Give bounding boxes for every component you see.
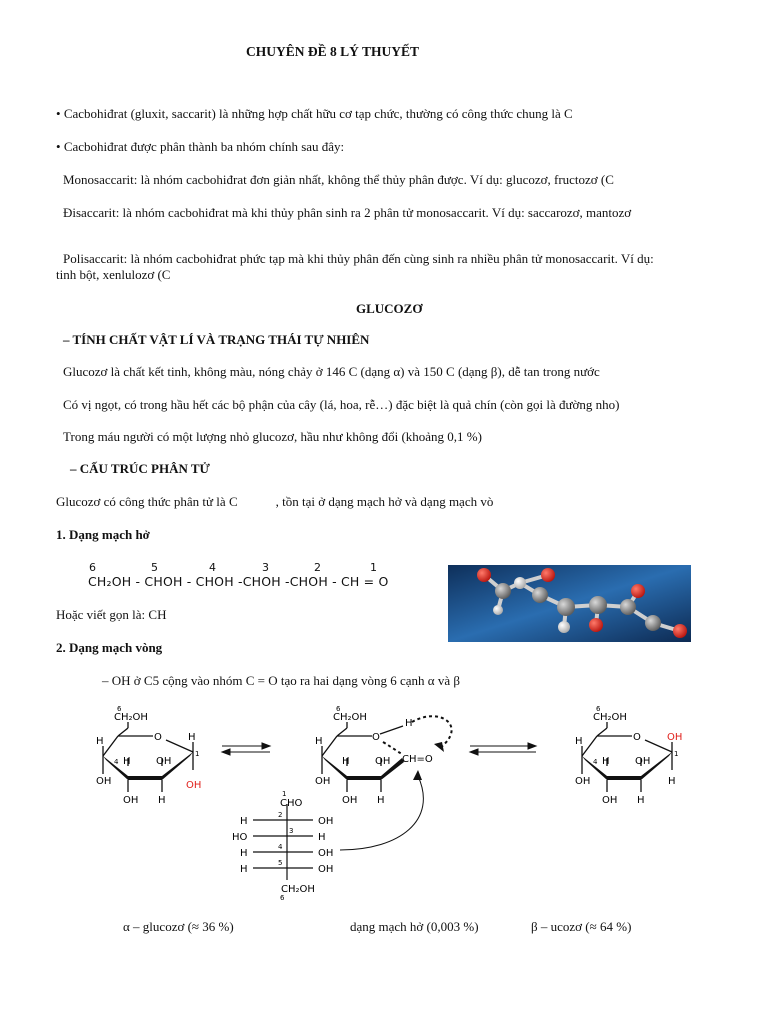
bullet-dot: • <box>56 106 61 121</box>
section-physical-properties: – TÍNH CHẤT VẬT LÍ VÀ TRẠNG THÁI TỰ NHIÊN <box>63 332 370 347</box>
physical-paragraph-2: Có vị ngọt, có trong hầu hết các bộ phận của cây (lá, hoa, rễ…) đặc biệt là quả chín (còn gọi là đường nho) <box>63 397 620 412</box>
atom-oxygen <box>589 618 603 632</box>
equilibrium-arrow <box>222 743 270 755</box>
alpha-glucose-ring <box>96 705 201 806</box>
glucose-heading: GLUCOZƠ <box>356 301 423 316</box>
ring-h-label: H <box>315 736 323 747</box>
bullet-classification <box>56 139 344 155</box>
fischer-oh-label: OH <box>318 816 334 827</box>
ring-h-label: H <box>575 736 583 747</box>
bullet-cacbohidrat-def <box>56 106 573 122</box>
ring-h-label: H <box>96 736 104 747</box>
subheading-ring: 2. Dạng mạch vòng <box>56 640 163 655</box>
ring-c1-label: 1 <box>195 750 200 758</box>
fischer-h-label: H <box>318 832 326 843</box>
chain-number: 5 <box>151 561 158 574</box>
atom-carbon <box>620 599 636 615</box>
ring-h-label: H <box>158 795 166 806</box>
fischer-projection <box>232 770 423 902</box>
caption-alpha-glucose: α – glucozơ (≈ 36 %) <box>123 919 234 934</box>
ring-h-label: H <box>377 795 385 806</box>
polisaccarit-line-2: tinh bột, xenlulozơ (C <box>56 267 171 282</box>
ring-oh-label: OH <box>315 776 331 787</box>
glucose-ring-diagram <box>0 700 768 910</box>
physical-paragraph-3: Trong máu người có một lượng nhỏ glucozơ, hầu như không đổi (khoảng 0,1 %) <box>63 429 482 444</box>
fischer-oh-label: OH <box>318 864 334 875</box>
ring-oxygen-label: O <box>633 732 641 743</box>
fischer-h-label: H <box>240 848 248 859</box>
fischer-h-label: H <box>240 816 248 827</box>
ring-oh-label: OH <box>342 795 358 806</box>
ring-note: – OH ở C5 cộng vào nhóm C = O tạo ra hai dạng vòng 6 cạnh α và β <box>102 673 460 688</box>
atom-hydrogen <box>514 577 526 589</box>
chain-number: 4 <box>209 561 216 574</box>
ring-h-label: H <box>123 756 131 767</box>
ring-c1-label: 1 <box>674 750 679 758</box>
monosaccarit-line: Monosaccarit: là nhóm cacbohiđrat đơn giản nhất, không thể thủy phân được. Ví dụ: glucozơ, fructozơ (C <box>63 172 614 187</box>
ring-oh-label: OH <box>602 795 618 806</box>
ring-anomeric-oh-label: OH <box>667 732 683 743</box>
ring-oh-label: OH <box>375 756 391 767</box>
atom-oxygen <box>673 624 687 638</box>
chain-number: 2 <box>314 561 321 574</box>
ring-c4-label: 4 <box>114 758 119 766</box>
fischer-c5-number: 5 <box>278 859 283 867</box>
caption-beta-glucose: β – ucozơ (≈ 64 %) <box>531 919 632 934</box>
polisaccarit-line: Polisaccarit: là nhóm cacbohiđrat phức tạp mà khi thủy phân đến cùng sinh ra nhiều phân tử monosaccarit. Ví dụ: <box>63 251 654 266</box>
open-chain-formula: CH₂OH - CHOH - CHOH -CHOH -CHOH - CH = O <box>88 574 389 589</box>
physical-paragraph-1: Glucozơ là chất kết tinh, không màu, nóng chảy ở 146 C (dạng α) và 150 C (dạng β), dễ tan trong nước <box>63 364 600 379</box>
formula-paragraph <box>56 494 493 510</box>
subheading-open-chain: 1. Dạng mạch hở <box>56 527 150 542</box>
ring-h-label: H <box>602 756 610 767</box>
atom-carbon <box>532 587 548 603</box>
bullet-text: Cacbohiđrat (gluxit, saccarit) là những hợp chất hữu cơ tạp chức, thường có công thức chung là C <box>63 106 573 121</box>
fischer-cho-label: CHO <box>280 798 303 809</box>
ring-oh-label: OH <box>156 756 172 767</box>
ring-h-label: H <box>342 756 350 767</box>
glucose-molecule-photo <box>448 565 691 642</box>
atom-hydrogen <box>558 621 570 633</box>
ring-h-label: H <box>188 732 196 743</box>
ring-oh-label: OH <box>635 756 651 767</box>
atom-carbon <box>557 598 575 616</box>
bullet-text: Cacbohiđrat được phân thành ba nhóm chính sau đây: <box>63 139 345 154</box>
ring-ch2oh-label: CH₂OH <box>114 712 148 723</box>
disaccarit-line: Đisaccarit: là nhóm cacbohiđrat mà khi thủy phân sinh ra 2 phân tử monosaccarit. Ví dụ: saccarozơ, mantozơ <box>63 205 632 220</box>
chain-number: 3 <box>262 561 269 574</box>
atom-carbon <box>589 596 607 614</box>
equilibrium-arrow <box>470 743 536 755</box>
ring-anomeric-oh-label: OH <box>186 780 202 791</box>
formula-text-b: , tồn tại ở dạng mạch hở và dạng mạch vò <box>275 494 494 509</box>
ring-oh-label: OH <box>96 776 112 787</box>
ring-oh-label: OH <box>123 795 139 806</box>
fischer-oh-label: OH <box>318 848 334 859</box>
fischer-h-label: H <box>240 864 248 875</box>
fischer-c3-number: 3 <box>289 827 294 835</box>
atom-oxygen <box>477 568 491 582</box>
chain-number: 6 <box>89 561 96 574</box>
atom-carbon <box>645 615 661 631</box>
ring-c6-label: 6 <box>117 705 122 713</box>
ring-oxygen-label: O <box>154 732 162 743</box>
ring-ch2oh-label: CH₂OH <box>593 712 627 723</box>
fischer-c2-number: 2 <box>278 811 283 819</box>
bullet-dot: • <box>56 139 61 154</box>
ring-c6-label: 6 <box>336 705 341 713</box>
chain-number: 1 <box>370 561 377 574</box>
short-form-line: Hoặc viết gọn là: CH <box>56 607 167 622</box>
open-intermediate-ring <box>315 705 452 806</box>
atom-hydrogen <box>493 605 503 615</box>
ring-h-label: H <box>405 718 413 729</box>
ring-h-label: H <box>637 795 645 806</box>
atom-oxygen <box>631 584 645 598</box>
ring-oxygen-label: O <box>372 732 380 743</box>
formula-text-a: Glucozơ có công thức phân tử là C <box>56 494 238 509</box>
ring-c4-label: 4 <box>593 758 598 766</box>
page-title: CHUYÊN ĐỀ 8 LÝ THUYẾT <box>246 44 420 59</box>
caption-open-chain: dạng mạch hở (0,003 %) <box>350 919 479 934</box>
fischer-ho-label: HO <box>232 832 248 843</box>
ring-ch2oh-label: CH₂OH <box>333 712 367 723</box>
ring-h-label: H <box>668 776 676 787</box>
ring-oh-label: OH <box>575 776 591 787</box>
ring-aldehyde-label: CH=O <box>402 754 433 765</box>
section-molecular-structure: – CẤU TRÚC PHÂN TỬ <box>70 461 210 476</box>
ring-c6-label: 6 <box>596 705 601 713</box>
fischer-c6-number: 6 <box>280 894 285 902</box>
atom-oxygen <box>541 568 555 582</box>
fischer-ch2oh-label: CH₂OH <box>281 884 315 895</box>
atom-carbon <box>495 583 511 599</box>
fischer-c1-number: 1 <box>282 790 287 798</box>
beta-glucose-ring <box>575 705 682 806</box>
fischer-c4-number: 4 <box>278 843 283 851</box>
